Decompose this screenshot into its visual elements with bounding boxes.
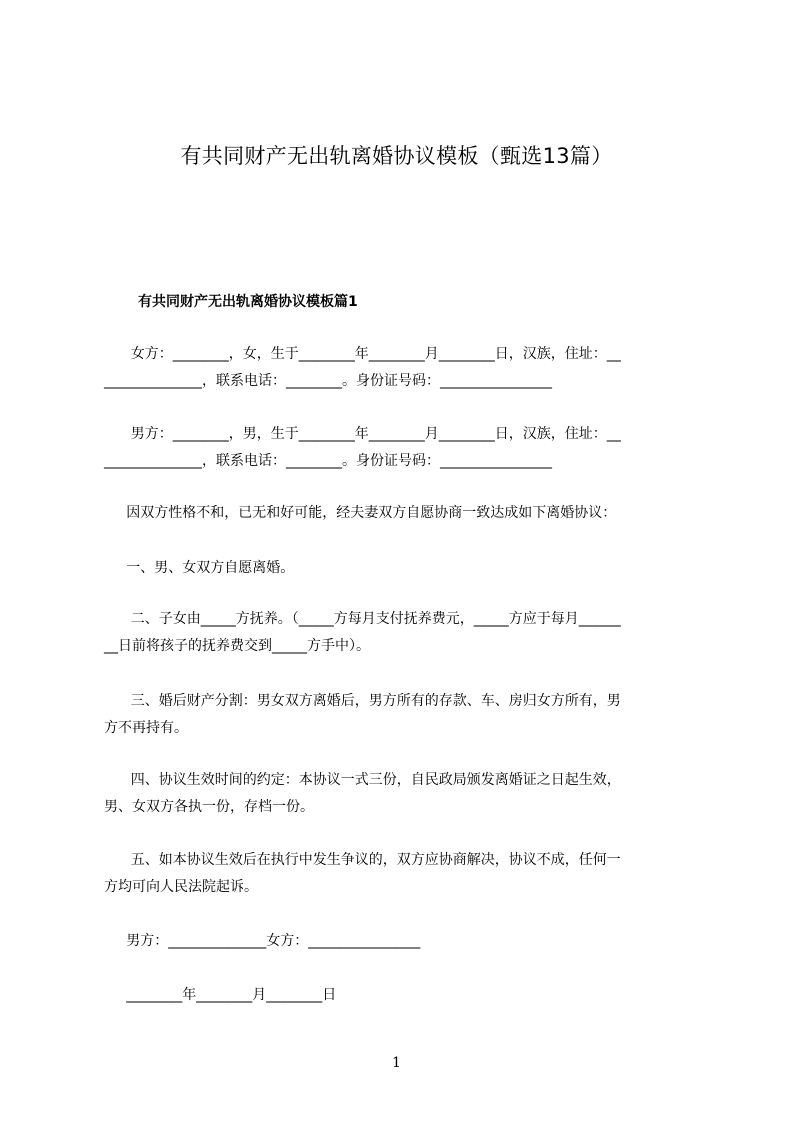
clause-5: 五、如本协议生效后在执行中发生争议的，双方应协商解决，协议不成，任何一 方均可向人民法院起诉。 <box>104 852 621 895</box>
section-heading: 有共同财产无出轨离婚协议模板篇1 <box>138 294 358 310</box>
signature-line: 男方：______________女方：________________ <box>104 933 421 949</box>
clause-1: 一、男、女双方自愿离婚。 <box>104 560 295 576</box>
female-party-info: 女方：________，女，生于________年________月________日，汉族，住址：__ ______________，联系电话：________。身份证号码：________________ <box>104 346 621 389</box>
clause-2: 二、子女由_____方抚养。（_____方每月支付抚养费元，_____方应于每月______ __日前将孩子的抚养费交到_____方手中）。 <box>104 611 621 654</box>
agreement-preamble: 因双方性格不和，已无和好可能，经夫妻双方自愿协商一致达成如下离婚协议： <box>104 505 617 521</box>
clause-3: 三、婚后财产分割：男女双方离婚后，男方所有的存款、车、房归女方所有，男 方不再持有。 <box>104 693 621 736</box>
male-party-info: 男方：________，男，生于________年________月________日，汉族，住址：__ ______________，联系电话：________。身份证号码：________________ <box>104 426 621 469</box>
page-number: 1 <box>392 1055 401 1071</box>
document-title: 有共同财产无出轨离婚协议模板（甄选13篇） <box>180 144 613 168</box>
clause-4: 四、协议生效时间的约定：本协议一式三份，自民政局颁发离婚证之日起生效， 男、女双方各执一份，存档一份。 <box>104 772 621 815</box>
date-line: ________年________月________日 <box>104 987 337 1003</box>
